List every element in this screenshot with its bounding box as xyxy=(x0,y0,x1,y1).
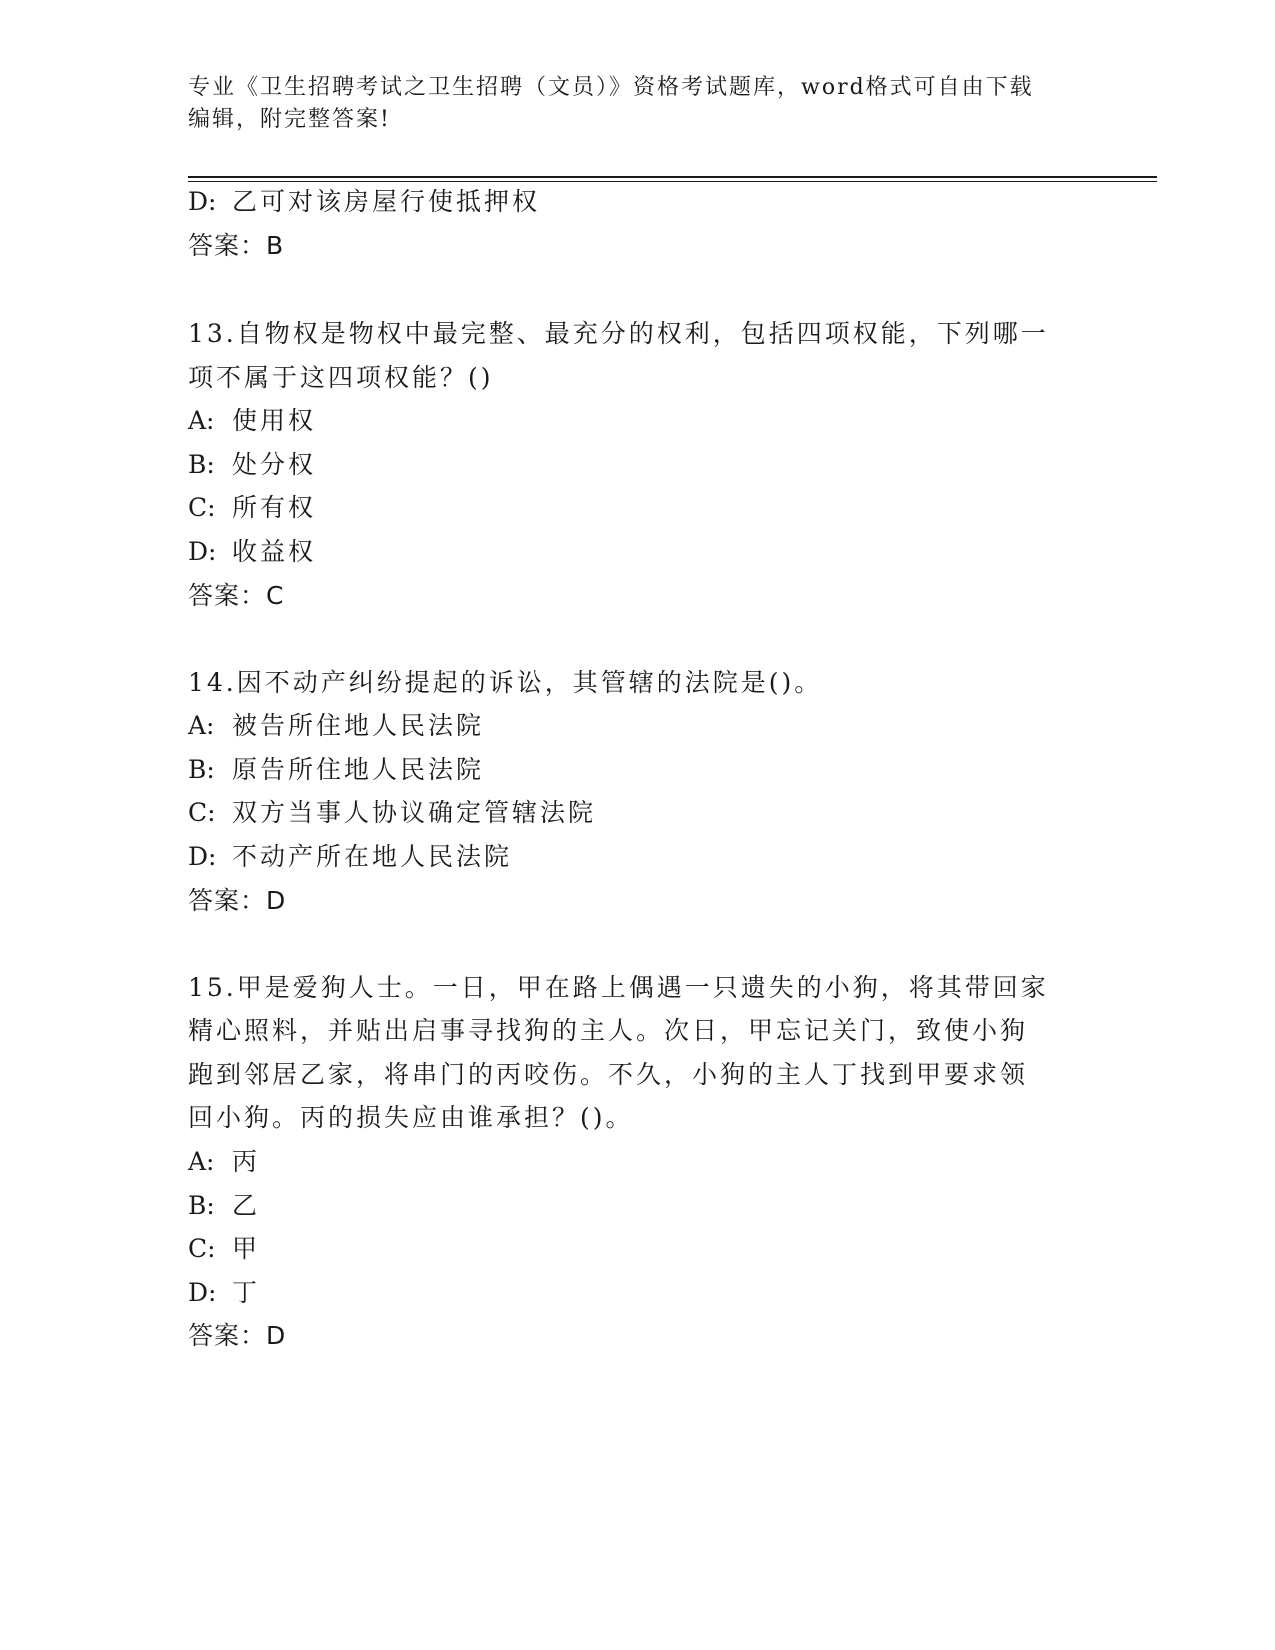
question-14-line-1: 14.因不动产纠纷提起的诉讼，其管辖的法院是()。 xyxy=(188,668,823,697)
document-header xyxy=(188,72,1088,136)
question-14-option-d xyxy=(188,841,512,873)
option-text: 甲 xyxy=(232,1234,261,1263)
question-13-line-2: 项不属于这四项权能？() xyxy=(188,363,494,392)
header-divider-thin xyxy=(188,181,1157,182)
question-13-option-b xyxy=(188,449,316,481)
option-letter: D: xyxy=(188,1278,217,1307)
prev-option-d xyxy=(188,186,540,218)
header-divider-thick xyxy=(188,176,1157,178)
option-text: 丙 xyxy=(232,1147,261,1176)
header-line-2: 编辑，附完整答案! xyxy=(188,107,391,132)
question-13-option-a xyxy=(188,405,316,437)
question-15-line-4: 回小狗。丙的损失应由谁承担？()。 xyxy=(188,1103,634,1132)
option-text: 被告所住地人民法院 xyxy=(232,711,485,740)
option-letter: C: xyxy=(188,493,216,522)
question-14-option-a xyxy=(188,710,484,742)
question-15-option-d xyxy=(188,1277,260,1309)
question-14-option-b xyxy=(188,754,484,786)
option-letter: D: xyxy=(188,537,217,566)
header-line-1: 专业《卫生招聘考试之卫生招聘（文员）》资格考试题库，word格式可自由下载 xyxy=(188,75,1034,100)
question-15-line-2: 精心照料，并贴出启事寻找狗的主人。次日，甲忘记关门，致使小狗 xyxy=(188,1016,1029,1045)
option-text: 不动产所在地人民法院 xyxy=(232,842,513,871)
option-letter: D: xyxy=(188,842,217,871)
option-text: 处分权 xyxy=(232,450,317,479)
option-letter: A: xyxy=(188,406,215,435)
option-letter: A: xyxy=(188,711,215,740)
option-text: 乙 xyxy=(232,1191,261,1220)
option-letter: B: xyxy=(188,450,215,479)
option-text: 所有权 xyxy=(232,493,317,522)
option-letter: C: xyxy=(188,798,216,827)
question-15-option-c xyxy=(188,1233,260,1265)
question-13-line-1: 13.自物权是物权中最完整、最充分的权利，包括四项权能，下列哪一 xyxy=(188,319,1049,348)
option-text: 收益权 xyxy=(232,537,317,566)
option-text: 使用权 xyxy=(232,406,317,435)
question-15-line-1: 15.甲是爱狗人士。一日，甲在路上偶遇一只遗失的小狗，将其带回家 xyxy=(188,973,1049,1002)
question-15-answer: 答案：D xyxy=(188,1321,287,1350)
question-13-option-d xyxy=(188,536,316,568)
question-13-option-c xyxy=(188,492,316,524)
option-text: 双方当事人协议确定管辖法院 xyxy=(232,798,597,827)
option-letter: D: xyxy=(188,187,217,216)
option-letter: C: xyxy=(188,1234,216,1263)
question-14-answer: 答案：D xyxy=(188,886,287,915)
question-15-line-3: 跑到邻居乙家，将串门的丙咬伤。不久，小狗的主人丁找到甲要求领 xyxy=(188,1060,1029,1089)
option-letter: A: xyxy=(188,1147,215,1176)
option-text: 原告所住地人民法院 xyxy=(232,755,485,784)
question-14-option-c xyxy=(188,797,596,829)
option-letter: B: xyxy=(188,1191,215,1220)
question-13-answer: 答案：C xyxy=(188,581,285,610)
question-15-option-b xyxy=(188,1190,260,1222)
question-15-option-a xyxy=(188,1146,260,1178)
option-letter: B: xyxy=(188,755,215,784)
option-text: 丁 xyxy=(232,1278,261,1307)
prev-answer: 答案：B xyxy=(188,231,285,260)
option-text: 乙可对该房屋行使抵押权 xyxy=(232,187,541,216)
